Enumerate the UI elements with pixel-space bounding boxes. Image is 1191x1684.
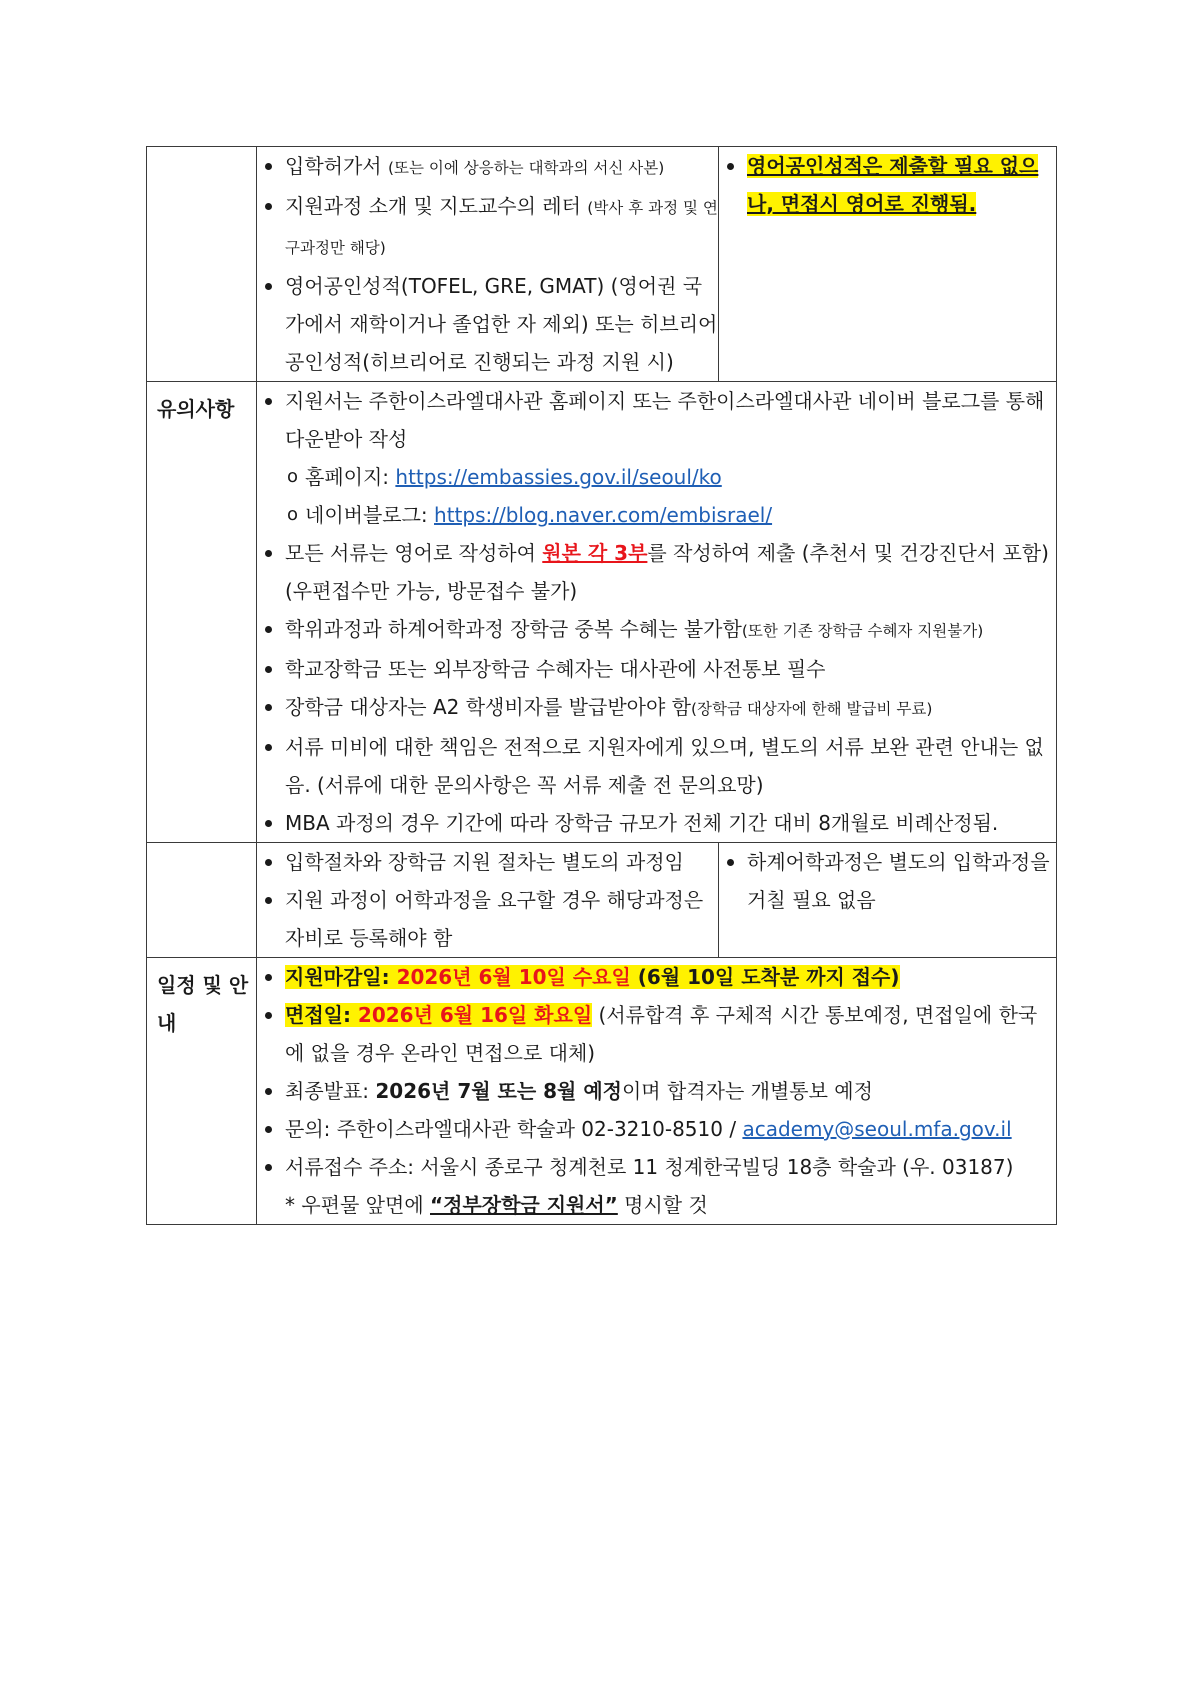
table-row-notes	[147, 382, 1057, 843]
list-item: 지원서는 주한이스라엘대사관 홈페이지 또는 주한이스라엘대사관 네이버 블로그를 통해 다운받아 작성	[257, 382, 1056, 458]
summer-course-cell	[719, 843, 1057, 958]
sub-item-naver-blog: o 네이버블로그: https://blog.naver.com/embisrael/	[257, 496, 1056, 534]
naver-blog-link[interactable]: https://blog.naver.com/embisrael/	[434, 503, 773, 527]
contact-email-link[interactable]: academy@seoul.mfa.gov.il	[742, 1117, 1012, 1141]
homepage-link[interactable]: https://embassies.gov.il/seoul/ko	[395, 465, 722, 489]
list-item: 모든 서류는 영어로 작성하여 원본 각 3부를 작성하여 제출 (추천서 및 건강진단서 포함) (우편접수만 가능, 방문접수 불가)	[257, 534, 1056, 610]
english-note-cell	[719, 147, 1057, 382]
list-item: 하계어학과정은 별도의 입학과정을 거칠 필요 없음	[719, 843, 1056, 919]
section-label-notes: 유의사항	[147, 382, 257, 843]
label-cell-empty	[147, 843, 257, 958]
list-item: 학위과정과 하계어학과정 장학금 중복 수혜는 불가함(또한 기존 장학금 수혜자 지원불가)	[257, 610, 1056, 650]
notes-cell	[257, 382, 1057, 843]
list-item-contact: 문의: 주한이스라엘대사관 학술과 02-3210-8510 / academy@seoul.mfa.gov.il	[257, 1110, 1056, 1148]
list-item: 지원과정 소개 및 지도교수의 레터 (박사 후 과정 및 연구과정만 해당)	[257, 187, 718, 267]
list-item-announcement: 최종발표: 2026년 7월 또는 8월 예정이며 합격자는 개별통보 예정	[257, 1072, 1056, 1110]
section-label-schedule: 일정 및 안내	[147, 958, 257, 1225]
list-item-interview: 면접일: 2026년 6월 16일 화요일 (서류합격 후 구체적 시간 통보예정, 면접일에 한국에 없을 경우 온라인 면접으로 대체)	[257, 996, 1056, 1072]
list-item: MBA 과정의 경우 기간에 따라 장학금 규모가 전체 기간 대비 8개월로 비례산정됨.	[257, 804, 1056, 842]
mail-note: * 우편물 앞면에 “정부장학금 지원서” 명시할 것	[285, 1193, 708, 1217]
list-item-deadline: 지원마감일: 2026년 6월 10일 수요일 (6월 10일 도착분 까지 접수)	[257, 958, 1056, 996]
list-item: 입학허가서 (또는 이에 상응하는 대학과의 서신 사본)	[257, 147, 718, 187]
table-row-documents	[147, 147, 1057, 382]
list-item: 서류 미비에 대한 책임은 전적으로 지원자에게 있으며, 별도의 서류 보완 관련 안내는 없음. (서류에 대한 문의사항은 꼭 서류 제출 전 문의요망)	[257, 728, 1056, 804]
procedures-cell	[257, 843, 719, 958]
list-item: 지원 과정이 어학과정을 요구할 경우 해당과정은 자비로 등록해야 함	[257, 881, 718, 957]
label-cell-empty	[147, 147, 257, 382]
table-row-schedule	[147, 958, 1057, 1225]
list-item-address: 서류접수 주소: 서울시 종로구 청계천로 11 청계한국빌딩 18층 학술과 (우. 03187)	[257, 1148, 1056, 1186]
list-item: 영어공인성적은 제출할 필요 없으나, 면접시 영어로 진행됨.	[719, 147, 1056, 223]
scholarship-info-table	[146, 146, 1057, 1225]
schedule-cell	[257, 958, 1057, 1225]
documents-cell	[257, 147, 719, 382]
list-item: 입학절차와 장학금 지원 절차는 별도의 과정임	[257, 843, 718, 881]
list-item: 장학금 대상자는 A2 학생비자를 발급받아야 함(장학금 대상자에 한해 발급비 무료)	[257, 688, 1056, 728]
list-item: 학교장학금 또는 외부장학금 수혜자는 대사관에 사전통보 필수	[257, 650, 1056, 688]
table-row-procedures	[147, 843, 1057, 958]
sub-item-homepage: o 홈페이지: https://embassies.gov.il/seoul/ko	[257, 458, 1056, 496]
list-item: 영어공인성적(TOFEL, GRE, GMAT) (영어권 국가에서 재학이거나 졸업한 자 제외) 또는 히브리어 공인성적(히브리어로 진행되는 과정 지원 시)	[257, 267, 718, 381]
